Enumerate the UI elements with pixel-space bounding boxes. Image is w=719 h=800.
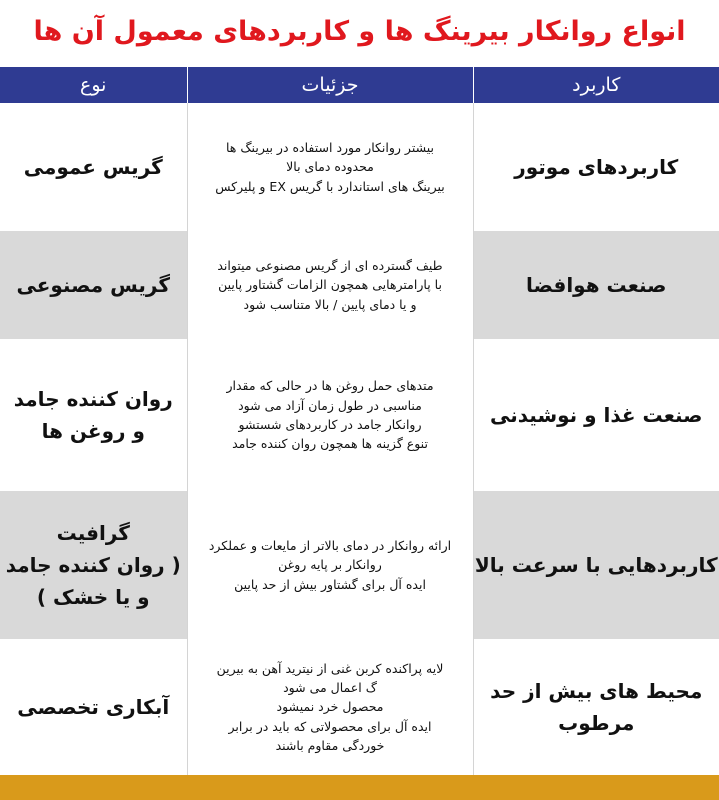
detail-line: و یا دمای پایین / بالا متناسب شود: [243, 296, 417, 312]
table-row: [0, 639, 719, 775]
detail-line: طیف گسترده ای از گریس مصنوعی میتواند: [217, 257, 443, 273]
application-cell: صنعت غذا و نوشیدنی: [473, 339, 719, 491]
detail-line: تنوع گزینه ها همچون روان کننده جامد: [232, 436, 428, 452]
detail-line: ایده آل برای محصولاتی که باید در برابر: [228, 718, 432, 734]
detail-line: متدهای حمل روغن ها در حالی که مقدار: [226, 378, 434, 394]
detail-line: روانکار بر پایه روغن: [278, 557, 382, 573]
type-cell: روان کننده جامد و روغن ها: [0, 339, 187, 491]
type-cell: آبکاری تخصصی: [0, 639, 187, 775]
details-cell: [187, 103, 473, 231]
type-cell: گریس مصنوعی: [0, 231, 187, 339]
footer-bar: [0, 775, 719, 800]
detail-line: بیشتر روانکار مورد استفاده در بیرینگ ها: [226, 139, 434, 155]
table-row: [0, 491, 719, 639]
detail-line: ایده آل برای گشتاور بیش از حد پایین: [234, 576, 426, 592]
header-application: کاربرد: [473, 67, 719, 103]
table-row: [0, 339, 719, 491]
details-cell: [187, 339, 473, 491]
type-cell: گرافیت ( روان کننده جامد و یا خشک ): [0, 491, 187, 639]
page-title: انواع روانکار بیرینگ ها و کاربردهای معمول آن ها: [33, 15, 686, 47]
detail-line: ارائه روانکار در دمای بالاتر از مایعات و عملکرد: [208, 537, 452, 553]
type-cell: گریس عمومی: [0, 103, 187, 231]
details-cell: [187, 639, 473, 775]
details-cell: [187, 491, 473, 639]
detail-line: محدوده دمای بالا: [286, 159, 374, 175]
detail-line: خوردگی مقاوم باشند: [275, 738, 385, 754]
application-cell: صنعت هوافضا: [473, 231, 719, 339]
detail-line: گ اعمال می شود: [283, 679, 377, 695]
detail-line: مناسبی در طول زمان آزاد می شود: [238, 397, 422, 413]
table-header-row: [0, 67, 719, 103]
application-cell: کاربردهایی با سرعت بالا: [473, 491, 719, 639]
detail-line: بیرینگ های استاندارد با گریس EX و پلیرکس: [215, 178, 445, 194]
application-cell: محیط های بیش از حد مرطوب: [473, 639, 719, 775]
lubricant-table: [0, 67, 719, 775]
header-type: نوع: [0, 67, 187, 103]
table-row: [0, 103, 719, 231]
detail-line: لایه پراکنده کربن غنی از نیترید آهن به بیرین: [216, 660, 444, 676]
header-details: جزئیات: [187, 67, 473, 103]
detail-line: با پارامترهایی همچون الزامات گشتاور پایین: [218, 277, 442, 293]
application-cell: کاربردهای موتور: [473, 103, 719, 231]
table-row: [0, 231, 719, 339]
detail-line: روانکار جامد در کاربردهای شستشو: [238, 417, 422, 432]
detail-line: محصول خرد نمیشود: [276, 699, 384, 715]
details-cell: [187, 231, 473, 339]
